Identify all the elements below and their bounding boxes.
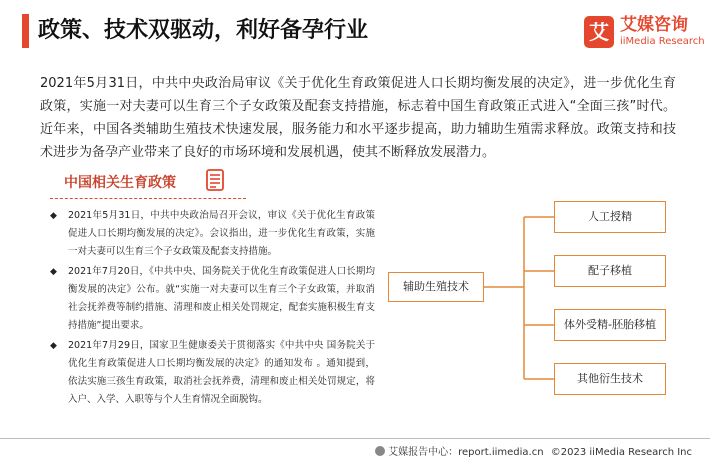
bullet-icon: ◆ bbox=[50, 211, 57, 221]
bullet-icon: ◆ bbox=[50, 341, 57, 351]
logo-mark: 艾 bbox=[584, 16, 614, 48]
footer bbox=[375, 443, 696, 458]
page-title: 政策、技术双驱动，利好备孕行业 bbox=[38, 18, 369, 43]
policy-item bbox=[50, 263, 375, 335]
policy-text: 2021年7月20日，《中共中央、国务院关于优化生育政策促进人口长期均衡发展的决定》公布。就“实施一对夫妻可以生育三个子女政策，并取消社会抚养费等制约措施、清理和废止相关处罚规定，配套实施积极生育支持措施”提出要求。 bbox=[68, 266, 375, 331]
title-accent-bar bbox=[22, 14, 29, 48]
policy-text: 2021年5月31日，中共中央政治局召开会议，审议《关于优化生育政策促进人口长期均衡发展的决定》。会议指出，进一步优化生育政策，实施一对夫妻可以生育三个子女政策及配套支持措施。 bbox=[68, 210, 375, 257]
section-divider bbox=[50, 198, 246, 199]
bullet-icon: ◆ bbox=[50, 267, 57, 277]
footer-report-center[interactable]: 艾媒报告中心：report.iimedia.cn bbox=[388, 447, 544, 458]
diagram-leaf-node: 其他衍生技术 bbox=[554, 363, 666, 395]
diagram-leaf-node: 配子移植 bbox=[554, 255, 666, 287]
assisted-reproduction-diagram bbox=[384, 196, 706, 396]
diagram-leaf-node: 人工授精 bbox=[554, 201, 666, 233]
footer-copyright: ©2023 iiMedia Research Inc bbox=[550, 447, 692, 458]
policy-item bbox=[50, 207, 375, 261]
iimedia-logo bbox=[584, 14, 704, 54]
footer-divider bbox=[0, 438, 710, 439]
logo-name-en: iiMedia Research bbox=[620, 36, 705, 47]
policy-text: 2021年7月29日，国家卫生健康委关于贯彻落实《中共中央 国务院关于优化生育政策促进人口长期均衡发展的决定》的通知发布 。通知提到，依法实施三孩生育政策，取消社会抚养费，清理和废止相关处罚规定，将入户、入学、入职等与个人生育情况全面脱钩。 bbox=[68, 340, 375, 405]
logo-name-cn: 艾媒咨询 bbox=[620, 15, 688, 35]
document-icon bbox=[206, 169, 224, 191]
policy-item bbox=[50, 337, 375, 409]
diagram-leaf-node: 体外受精-胚胎移植 bbox=[554, 309, 666, 341]
intro-paragraph: 2021年5月31日，中共中央政治局审议《关于优化生育政策促进人口长期均衡发展的决定》，进一步优化生育政策，实施一对夫妻可以生育三个子女政策及配套支持措施，标志着中国生育政策正式进入“全面三孩”时代。近年来，中国各类辅助生殖技术快速发展，服务能力和水平逐步提高，助力辅助生殖需求释放。政策支持和技术进步为备孕产业带来了良好的市场环境和发展机遇，使其不断释放发展潜力。 bbox=[40, 76, 676, 160]
diagram-root-node: 辅助生殖技术 bbox=[388, 272, 484, 302]
iimedia-logo-icon bbox=[375, 446, 385, 456]
section-title: 中国相关生育政策 bbox=[64, 175, 176, 191]
policy-list bbox=[50, 207, 375, 411]
